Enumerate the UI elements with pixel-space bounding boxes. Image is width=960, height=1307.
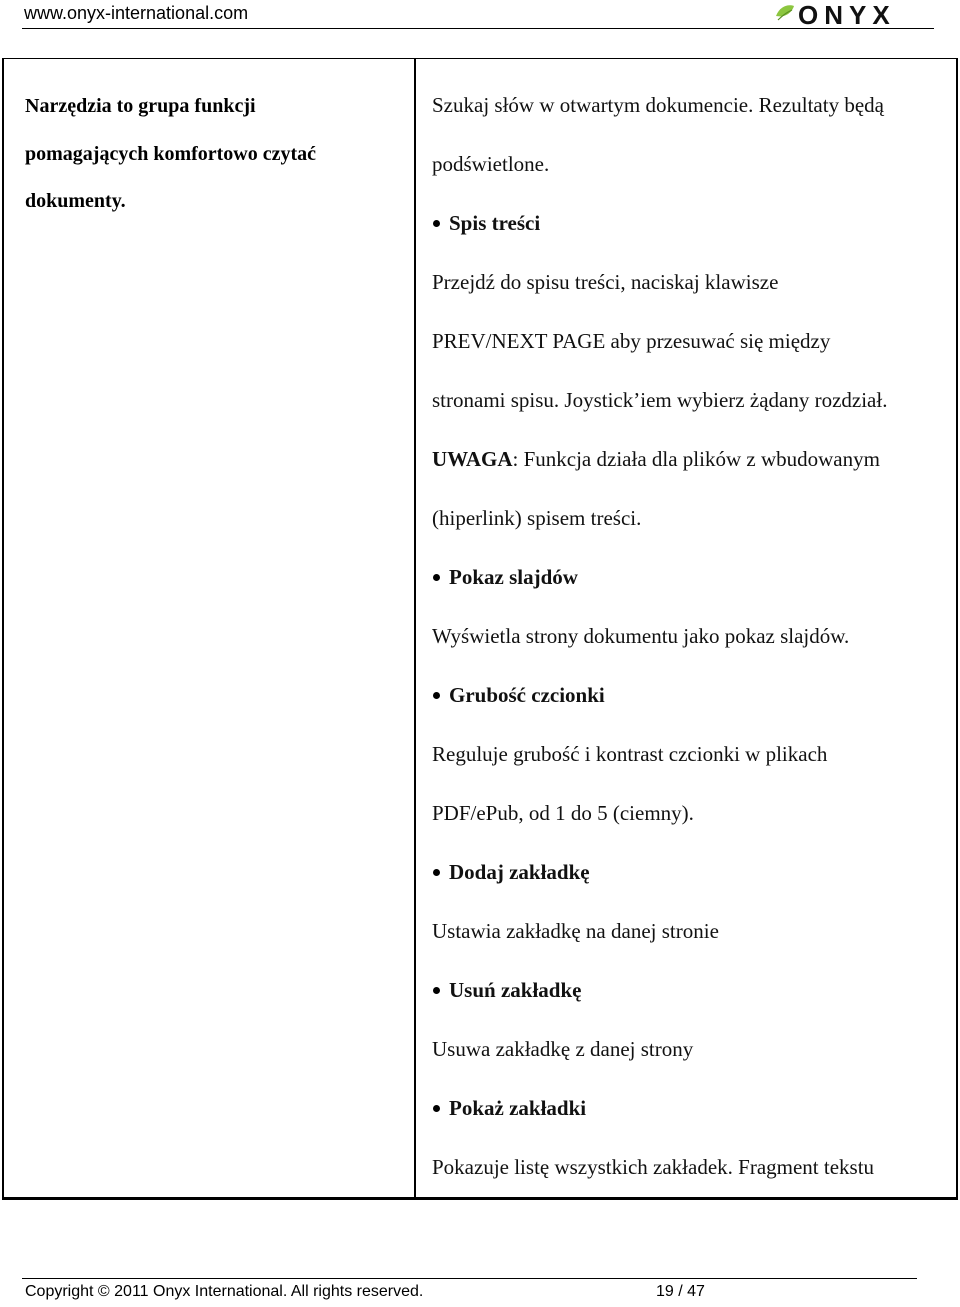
function-table <box>2 58 958 1200</box>
description-line: (hiperlink) spisem treści. <box>432 506 642 530</box>
feature-heading <box>432 1079 948 1138</box>
bullet-icon <box>433 869 440 876</box>
description-line: PDF/ePub, od 1 do 5 (ciemny). <box>432 801 694 825</box>
logo-text: ONYX <box>798 2 896 26</box>
bullet-icon <box>433 574 440 581</box>
description-line: Usuwa zakładkę z danej strony <box>432 1037 694 1061</box>
feature-heading-text: Dodaj zakładkę <box>449 860 590 884</box>
category-cell <box>3 59 415 1199</box>
leaf-icon <box>776 5 794 20</box>
page-number: 19 / 47 <box>656 1283 705 1300</box>
feature-heading <box>432 194 948 253</box>
note-text: : Funkcja działa dla plików z wbudowanym <box>512 447 880 471</box>
feature-heading-text: Pokaż zakładki <box>449 1096 587 1120</box>
feature-heading <box>432 843 948 902</box>
description-line: Szukaj słów w otwartym dokumencie. Rezultaty będą <box>432 93 884 117</box>
feature-heading-text: Spis treści <box>449 211 541 235</box>
feature-heading-text: Usuń zakładkę <box>449 978 582 1002</box>
bullet-icon <box>433 692 440 699</box>
description-line: Wyświetla strony dokumentu jako pokaz slajdów. <box>432 624 850 648</box>
category-description <box>25 83 394 226</box>
description-line: stronami spisu. Joystick’iem wybierz żądany rozdział. <box>432 388 888 412</box>
feature-heading <box>432 961 948 1020</box>
note-label: UWAGA <box>432 447 513 471</box>
description-line: PREV/NEXT PAGE aby przesuwać się między <box>432 329 831 353</box>
feature-heading-text: Grubość czcionki <box>449 683 605 707</box>
description-line: Reguluje grubość i kontrast czcionki w plikach <box>432 742 828 766</box>
site-url: www.onyx-international.com <box>24 3 249 23</box>
description-line: podświetlone. <box>432 152 550 176</box>
footer-rule <box>22 1278 917 1279</box>
page-header <box>22 0 934 29</box>
category-line: dokumenty. <box>25 190 126 212</box>
note-line <box>432 430 948 489</box>
onyx-logo <box>774 2 934 26</box>
feature-heading-text: Pokaz slajdów <box>449 565 578 589</box>
details-cell <box>415 59 957 1199</box>
description-line: Pokazuje listę wszystkich zakładek. Fragment tekstu <box>432 1155 875 1179</box>
bullet-icon <box>433 220 440 227</box>
bullet-icon <box>433 987 440 994</box>
category-line: pomagających komfortowo czytać <box>25 142 317 165</box>
bullet-icon <box>433 1105 440 1112</box>
category-line: Narzędzia to grupa funkcji <box>25 95 256 117</box>
description-line: Ustawia zakładkę na danej stronie <box>432 919 719 943</box>
table-row <box>3 59 957 1199</box>
description-line: Przejdź do spisu treści, naciskaj klawisze <box>432 270 779 294</box>
feature-heading <box>432 666 948 725</box>
footer-copyright: Copyright © 2011 Onyx International. All rights reserved. <box>25 1283 424 1300</box>
feature-heading <box>432 548 948 607</box>
details-list <box>416 59 956 1197</box>
